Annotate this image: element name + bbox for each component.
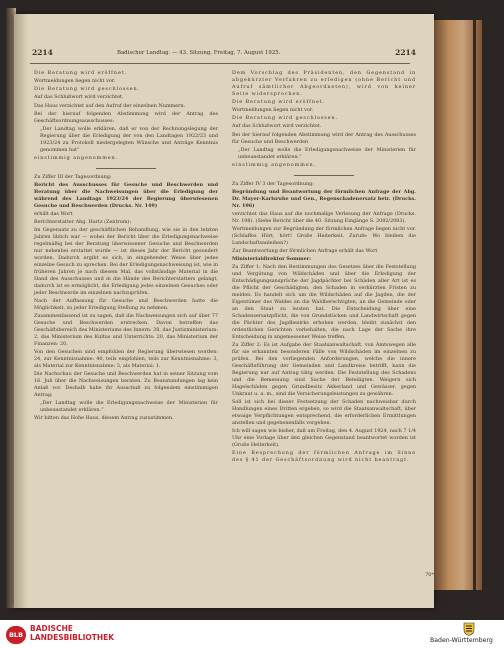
paragraph: Zu Ziffer IV 3 der Tagesordnung: bbox=[232, 180, 314, 187]
running-header bbox=[22, 48, 422, 62]
paragraph: Wortmeldungen liegen nicht vor. bbox=[34, 78, 116, 85]
paragraph: Auf das Schlußwort wird verzichtet. bbox=[34, 94, 124, 101]
section-divider bbox=[294, 175, 354, 176]
text-column-left bbox=[34, 70, 218, 423]
paragraph: Dem Vorschlag des Präsidenten, den Gegenstand in abgekürzter Verfahren zu erledigen (ohne Bericht und Aufruf sämtlicher Abgeordneten), wird von keiner Seite widersprochen. bbox=[232, 70, 416, 97]
paragraph: Bei der hierauf folgenden Abstimmung wird der Antrag des Geschäftsordnungsausschusses: bbox=[34, 110, 218, 124]
state-name: Baden-Württemberg bbox=[430, 637, 493, 644]
paragraph: Ich will sagen wie bisher, daß am Freitag, den 4. August 1924, nach 7 1/4 Uhr eine Vorlage über den gleichen Gegenstand beantwortet worden ist (Große Heiterkeit). bbox=[232, 427, 416, 448]
paragraph: einstimmig angenommen. bbox=[34, 154, 119, 161]
paragraph: Die Beratung wird eröffnet. bbox=[34, 70, 128, 76]
paragraph: Wir bitten das Hohe Haus, diesem Antrag zuzustimmen. bbox=[34, 415, 174, 422]
paragraph: Zu Ziffer 2: Es ist Aufgabe der Staatsanwaltschaft, von Amtswegen alle für sie erkannten besonderen Fälle von Wildschäden im einzelnen zu prüfen. Bei den vorliegenden Anforderungen, welche die innere Geschäftsführung der Gemeinden und Landkreise betrifft, kann die Regierung nur auf Antrag tätig werden. Die Feststellung des Schadens und die Bemessung sind Sache der Beteiligten. Weigern sich Hagelschäden gegen Grundbesitz Akkerland und Gewässer, gegen Unkraut u. a. m., sind die Versicherungsleistungen zu gewähren. bbox=[232, 341, 416, 397]
running-title: Badischer Landtag. — 43. Sitzung. Freitag, 7. August 1925. bbox=[117, 50, 281, 56]
header-rule bbox=[30, 63, 410, 64]
paragraph: Die Nachschau der Gesuche und Beschwerden hat in seiner Sitzung vom 16. Juli über die Nachweisungen beraten. Zu Beanstandungen lag kein Anlaß vor. Deshalb habe ihr Ausschuß zu folgendem einstimmigen Antrag: bbox=[34, 370, 218, 398]
state-crest-icon bbox=[462, 622, 476, 636]
paragraph: Auf das Schlußwort wird verzichtet. bbox=[232, 123, 322, 130]
blb-logo[interactable]: BLB bbox=[6, 626, 26, 644]
paragraph: Ministerialdirektor Sommer: bbox=[232, 256, 312, 263]
paragraph: Bei der hierauf folgenden Abstimmung wird der Antrag des Ausschusses für Gesuche und Beschwerden bbox=[232, 131, 416, 145]
library-name-line1: BADISCHE bbox=[30, 624, 73, 633]
paragraph: Zusammenfassend ist zu sagen, daß die Nachweisungen sich auf über 77 Gesuche und Beschwerden erstrecken. Davon betreffen das Geschäftsbereich des Ministeriums des Innern: 38, das Justizministerium: 2, das Ministerium des Kultus und Unterrichts: 20, das Ministerium der Finanzen: 20. bbox=[34, 312, 218, 347]
sheet-signature: 70* bbox=[425, 572, 434, 578]
paragraph: Von den Gesuchen sind empfohlen der Regierung überwiesen worden: 24, zur Kenntnisnahme: 40, teils empfohlen, teils zur Kenntnisnahme: 3, als Material zur Kenntnisnahme: 3, als Material: 1. bbox=[34, 348, 218, 369]
paragraph: verzichtet das Haus auf die nochmalige Verlesung der Anfrage (Drucks. Nr. 198). (Siehe Bericht über die 40. Sitzung Eingänge S. 2082/2083). bbox=[232, 210, 416, 224]
paragraph: Die Beratung wird geschlossen. bbox=[34, 86, 140, 93]
paragraph: Nach der Auffassung für Gesuche und Beschwerden hatte die Möglichkeit, zu jeder Erledigung Stellung zu nehmen. bbox=[34, 297, 218, 311]
library-name-line2: LANDESBIBLIOTHEK bbox=[30, 633, 115, 642]
paragraph: „Der Landtag wolle erklären, daß er von der Rechnungslegung der Regierung über die Erledigung der von den Landtagen 1922/23 und 1923/24 zu Protokoll niedergelegten Wünsche und Anträge Kenntnis genommen hat“ bbox=[40, 125, 218, 153]
paragraph: Das Haus verzichtet auf den Aufruf der einzelnen Nummern. bbox=[34, 102, 186, 109]
page-number-left: 2214 bbox=[32, 48, 53, 57]
paragraph: Zu Ziffer III der Tagesordnung: bbox=[34, 173, 112, 180]
paragraph: erhält das Wort bbox=[34, 210, 73, 217]
library-name[interactable] bbox=[30, 624, 114, 642]
paragraph: Bericht des Ausschusses für Gesuche und Beschwerden und Beratung über die Nachweisungen über die Erledigung der während des Landtags 1923/24 der Regierung überwiesenen Gesuche und Beschwerden (Drucks. Nr. 149) bbox=[34, 181, 218, 209]
paragraph: Zu Ziffer 1: Nach den Bestimmungen des Gesetzes über die Feststellung und Vergütung von Wildschäden und über die Erledigung der Entschädigungsansprüche der Jagdpächter bei Schäden aller Art ist es die Pflicht der Geschädigten, den Schaden in verkürzten Fristen zu melden. Es handelt sich um die Wildschäden auf die Jagden, die der Eigentümer des Waldes an die Waldberechtigten, an die Gemeinde oder an den Staat zu leisten hat. Die Entscheidung über eine Schadensersatzpflicht, die von Grundstücken und Landwirtschaft gegen die Pächter des Jagdbezirks erhoben werden, bleibt zunächst den ordentlichen Gerichten vorbehalten, die nach Lage der Sache ihre Entscheidung in angemessener Weise treffen. bbox=[232, 264, 416, 340]
paragraph: Wortmeldungen liegen nicht vor. bbox=[232, 107, 314, 114]
section-divider bbox=[96, 168, 156, 169]
paragraph: Zur Beantwortung der förmlichen Anfrage erhält das Wort bbox=[232, 248, 378, 255]
page-number-right: 2214 bbox=[395, 48, 416, 57]
paragraph: Die Beratung wird geschlossen. bbox=[232, 115, 338, 122]
paragraph: Wortmeldungen zur Begründung der förmlichen Anfrage liegen nicht vor. (Schlaffes Hört, hört! Große Heiterkeit. Zurufe: Wo bleiben die Landschaftsanleihen?) bbox=[232, 225, 416, 246]
paragraph: Im Gegensatz zu der geschäftlichen Behandlung, wie sie in den letzten Jahren üblich war — wobei der Bericht über die Erledigungsnachweise regelmäßig bei der Beratung überwiesener Gesuche und Beschwerden nur nebenbei erstattet wurde — ist dieses Jahr der Bericht gesondert worden. Dadurch ergibt es sich, in eingehender Weise über jedes einzelne Gesuch zu sprechen. Bei der Erledigungsnachweisung ist, wie in früheren Jahren je nach diesem Mal, das vollständige Material in die Hand des Ausschusses und in die Hände des Berichterstatters gelangt, dadurch ist es ermöglicht, die Erledigung jedes einzelnen Gesuches oder jeder Beschwerde im einzelnen nachzuprüfen. bbox=[34, 227, 218, 296]
paragraph: Die Beratung wird eröffnet. bbox=[232, 99, 326, 105]
paragraph: Eine Besprechung der förmlichen Anfrage im Sinne des § 41 der Geschäftsordnung wird nicht beantragt. bbox=[232, 449, 416, 463]
paragraph: „Der Landtag wolle die Erledigungsnachweise der Ministerien für unbeanstandet erklären.“ bbox=[238, 146, 416, 160]
paragraph: einstimmig angenommen. bbox=[232, 161, 317, 168]
paragraph: Berichterstatter Abg. Hartz (Zentrum): bbox=[34, 219, 132, 226]
paragraph: „Der Landtag wolle die Erledigungsnachweise der Ministerien für unbeanstandet erklären.“ bbox=[40, 399, 218, 413]
paragraph: Soll ist sich bei dieser Festsetzung der Schaden nachweisbar durch Handlungen eines Dritten ergeben, so wird die Staatsanwaltschaft, über etwaige Verpflichtungen entsprechend, die erforderlichen Ermittlungen anstellen und gegebenenfalls vorgehen. bbox=[232, 398, 416, 426]
text-column-right bbox=[232, 70, 416, 465]
paragraph: Begründung und Beantwortung der förmlichen Anfrage der Abg. Dr. Mayer-Karlsruhe und Gen., Regenschadenersatz betr. (Drucks. Nr. 196) bbox=[232, 188, 416, 209]
book-cover-edge bbox=[434, 20, 482, 590]
